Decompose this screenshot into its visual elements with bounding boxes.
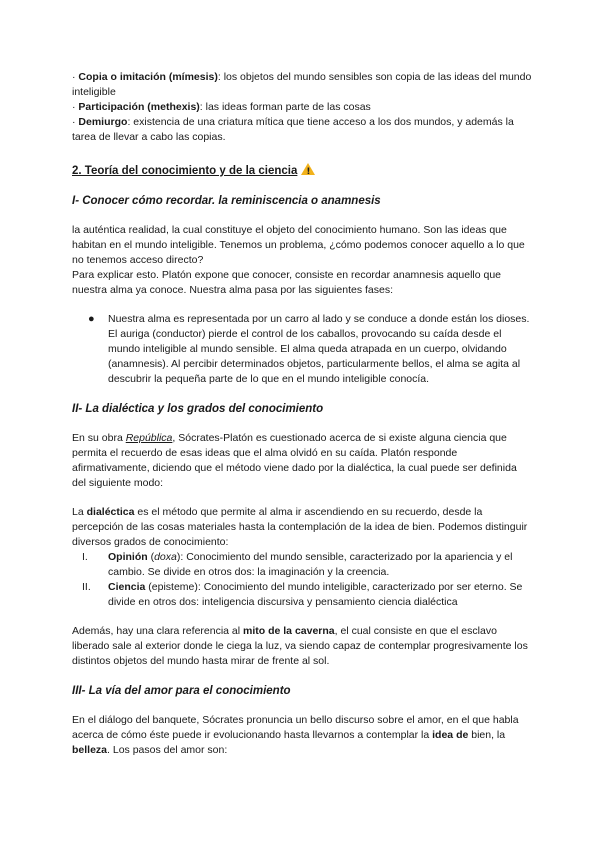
list-text: : existencia de una criatura mítica que tiene acceso a los dos mundos, y además la tarea de llevar a cabo las copias. <box>72 116 514 143</box>
text: ( <box>145 581 152 593</box>
list-term: Demiurgo <box>78 116 128 128</box>
intro-list <box>72 70 532 145</box>
term: mito de la caverna <box>243 625 335 637</box>
term: Opinión <box>108 551 148 563</box>
text: ): Conocimiento del mundo sensible, caracterizado por la apariencia y el cambio. Se divide en otros dos: la imaginación y la creencia. <box>108 551 513 578</box>
list-number: I. <box>82 551 88 563</box>
list-item <box>72 312 532 387</box>
text: . Los pasos del amor son: <box>107 744 228 756</box>
term: belleza <box>72 744 108 756</box>
text: La <box>72 506 87 518</box>
list-prefix: · <box>72 116 79 128</box>
text: En su obra <box>72 432 126 444</box>
text: , Sócrates-Platón es cuestionado acerca de si existe alguna ciencia que permita el recuerdo de esas ideas que el alma olvidó en su caída. Platón responde afirmativamente, diciendo que el método viene dado por la dialéctica, la cual puede ser definida del siguiente modo: <box>72 432 517 489</box>
grades-list <box>72 550 532 610</box>
subsection-title: I- Conocer cómo recordar. la reminiscencia o anamnesis <box>72 195 381 207</box>
text: bien, la <box>468 729 506 741</box>
paragraph <box>72 624 532 669</box>
section-title: 2. Teoría del conocimiento y de la ciencia <box>72 165 298 177</box>
list-item <box>72 550 532 580</box>
list-text: : las ideas forman parte de las cosas <box>199 101 371 113</box>
text: , el cual consiste en que el esclavo liberado sale al exterior donde le ciega la luz, va siendo capaz de contemplar progresivamente los distintos objetos del mundo hasta mirar de frente al sol. <box>72 625 528 667</box>
paragraph: Para explicar esto. Platón expone que conocer, consiste en recordar anamnesis aquello que nuestra alma ya conoce. Nuestra alma pasa por las siguientes fases: <box>72 269 502 296</box>
list-term: Participación (methexis) <box>78 101 200 113</box>
warning-icon <box>301 163 315 175</box>
text: es el método que permite al alma ir ascendiendo en su recuerdo, desde la percepción de las cosas materiales hasta la contemplación de la idea de bien. Podemos distinguir diversos grados de conocimiento: <box>72 506 528 548</box>
list-item <box>72 580 532 610</box>
text: Además, hay una clara referencia al <box>72 625 244 637</box>
list-prefix: · <box>72 71 79 83</box>
list-number: II. <box>82 581 91 593</box>
term: idea de <box>432 729 469 741</box>
text: episteme): Conocimiento del mundo inteligible, caracterizado por ser eterno. Se divide en otros dos: inteligencia discursiva y pensamiento ciencia dialéctica <box>108 581 523 608</box>
subsection-title: III- La vía del amor para el conocimiento <box>72 685 291 697</box>
text: En el diálogo del banquete, Sócrates pronuncia un bello discurso sobre el amor, en el que habla acerca de cómo éste puede ir evolucionando hasta llevarnos a contemplar la <box>72 714 519 741</box>
subsection-title: II- La dialéctica y los grados del conocimiento <box>72 403 324 415</box>
section-heading <box>72 163 532 179</box>
list-prefix: · <box>72 101 79 113</box>
republica-link[interactable]: República <box>125 432 173 444</box>
bullet-text: Nuestra alma es representada por un carro al lado y se conduce a donde están los dioses. El auriga (conductor) pierde el control de los caballos, provocando su caída desde el mundo inteligible al mundo sensible. El alma queda atrapada en un cuerpo, olvidando (anamnesis). Al percibir determinados objetos, particularmente bellos, el alma se agita al descubrir la pequeña parte de lo que en el mundo inteligible conocía. <box>108 313 530 385</box>
list-item <box>72 70 532 100</box>
list-text: : los objetos del mundo sensibles son copia de las ideas del mundo inteligible <box>72 71 532 98</box>
paragraph <box>72 505 532 550</box>
document-page <box>72 70 532 758</box>
list-item <box>72 100 532 115</box>
term: Ciencia <box>108 581 146 593</box>
paragraph <box>72 431 532 491</box>
term: dialéctica <box>86 506 135 518</box>
text: ( <box>147 551 155 563</box>
paragraph <box>72 713 532 758</box>
italic-term: doxa <box>154 551 177 563</box>
paragraph: la auténtica realidad, la cual constituye el objeto del conocimiento humano. Son las ideas que habitan en el mundo inteligible. Tenemos un problema, ¿cómo podemos conocer aquello a lo que no tenemos acceso directo? <box>72 224 525 266</box>
bullet-icon: ● <box>88 313 95 325</box>
list-item <box>72 115 532 145</box>
list-term: Copia o imitación (mímesis) <box>78 71 218 83</box>
